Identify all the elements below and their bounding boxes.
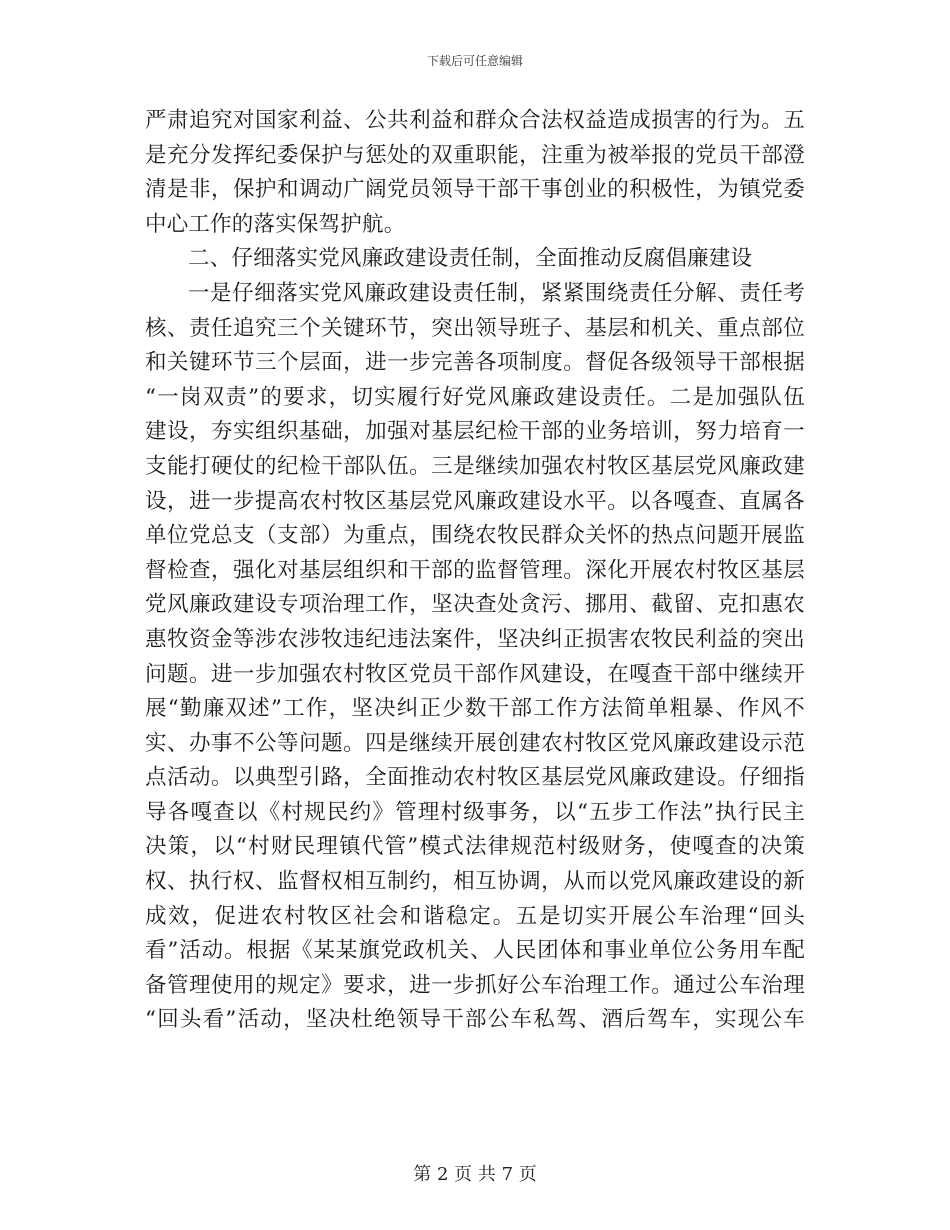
text-line: 一是仔细落实党风廉政建设责任制，紧紧围绕责任分解、责任考: [188, 280, 805, 306]
text-line: 是充分发挥纪委保护与惩处的双重职能，注重为被举报的党员干部澄: [145, 142, 805, 168]
text-line: 党风廉政建设专项治理工作，坚决查处贪污、挪用、截留、克扣惠农: [145, 592, 805, 618]
text-line: 权、执行权、监督权相互制约，相互协调，从而以党风廉政建设的新: [145, 869, 805, 895]
text-line: 看”活动。根据《某某旗党政机关、人民团体和事业单位公务用车配: [145, 938, 805, 964]
text-line: “回头看”活动，坚决杜绝领导干部公车私驾、酒后驾车，实现公车: [145, 1007, 805, 1033]
document-body: [145, 104, 805, 1038]
text-line: 和关键环节三个层面，进一步完善各项制度。督促各级领导干部根据: [145, 350, 805, 376]
text-line: “一岗双责”的要求，切实履行好党风廉政建设责任。二是加强队伍: [145, 384, 805, 410]
text-line: 决策，以“村财民理镇代管”模式法律规范村级财务，使嘎查的决策: [145, 834, 805, 860]
text-line: 点活动。以典型引路，全面推动农村牧区基层党风廉政建设。仔细指: [145, 765, 805, 791]
page-header: 下载后可任意编辑: [426, 54, 523, 68]
text-line: 备管理使用的规定》要求，进一步抓好公车治理工作。通过公车治理: [145, 972, 805, 998]
text-line: 支能打硬仗的纪检干部队伍。三是继续加强农村牧区基层党风廉政建: [145, 453, 805, 479]
text-line: 实、办事不公等问题。四是继续开展创建农村牧区党风廉政建设示范: [145, 730, 805, 756]
text-line: 严肃追究对国家利益、公共利益和群众合法权益造成损害的行为。五: [145, 108, 805, 133]
section-heading: 二、仔细落实党风廉政建设责任制，全面推动反腐倡廉建设: [188, 246, 753, 272]
text-line: 清是非，保护和调动广阔党员领导干部干事创业的积极性，为镇党委: [145, 177, 805, 203]
text-line: 成效，促进农村牧区社会和谐稳定。五是切实开展公车治理“回头: [145, 903, 805, 929]
text-line: 展“勤廉双述”工作，坚决纠正少数干部工作方法简单粗暴、作风不: [145, 696, 805, 722]
text-line: 核、责任追究三个关键环节，突出领导班子、基层和机关、重点部位: [145, 315, 805, 341]
page-number: 第 2 页 共 7 页: [413, 1164, 537, 1185]
text-line: 问题。进一步加强农村牧区党员干部作风建设，在嘎查干部中继续开: [145, 661, 805, 687]
text-line: 导各嘎查以《村规民约》管理村级事务，以“五步工作法”执行民主: [145, 799, 805, 825]
text-line: 督检查，强化对基层组织和干部的监督管理。深化开展农村牧区基层: [145, 557, 805, 583]
text-line: 建设，夯实组织基础，加强对基层纪检干部的业务培训，努力培育一: [145, 419, 805, 445]
text-line: 中心工作的落实保驾护航。: [145, 211, 406, 237]
text-line: 设，进一步提高农村牧区基层党风廉政建设水平。以各嘎查、直属各: [145, 488, 805, 514]
text-line: 单位党总支（支部）为重点，围绕农牧民群众关怀的热点问题开展监: [145, 523, 805, 549]
text-line: 惠牧资金等涉农涉牧违纪违法案件，坚决纠正损害农牧民利益的突出: [145, 626, 805, 652]
